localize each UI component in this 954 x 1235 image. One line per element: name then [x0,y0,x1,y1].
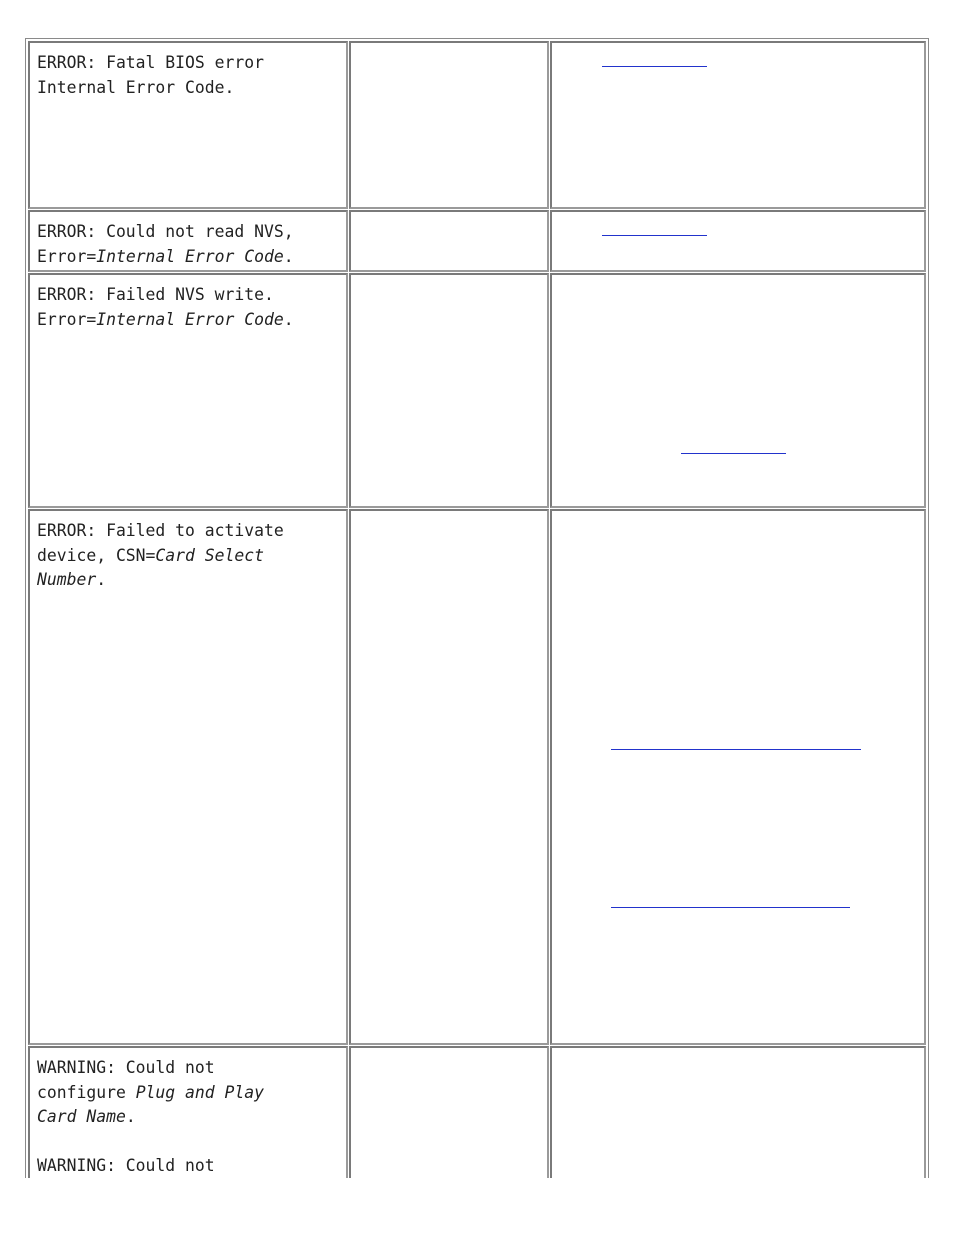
row1-message-cell [28,41,348,209]
row5-message-prefix: configure [37,1082,136,1102]
row1-action-link[interactable] [602,66,707,67]
row3-message-line1: ERROR: Failed NVS write. [37,285,274,304]
row5-message [37,1056,337,1179]
row1-message [37,51,337,100]
row2-action-link[interactable] [602,235,707,236]
row3-message-cell [28,273,348,508]
row3-message-prefix: Error= [37,309,97,329]
row2-action-cell [550,210,926,272]
row4-cause-cell [349,509,549,1045]
row4-message-line1: ERROR: Failed to activate [37,521,284,540]
row1-cause-cell [349,41,549,209]
row4-message-suffix: . [96,570,107,590]
row3-message-italic: Internal Error Code [96,309,284,329]
row4-action-link-1[interactable] [611,749,861,750]
row3-action-cell [550,273,926,508]
row4-action-cell [550,509,926,1045]
row4-message-prefix: device, CSN= [37,545,156,565]
row2-message-prefix: Error= [37,246,97,266]
row5-message-line4: WARNING: Could not [37,1156,215,1176]
row1-action-cell [550,41,926,209]
row2-message-italic: Internal Error Code [96,246,284,266]
row2-message [37,220,337,269]
row3-action-link[interactable] [681,453,786,454]
row1-message-line1: ERROR: Fatal BIOS error [37,53,264,72]
page-bottom-margin [0,1178,954,1235]
row4-message-italic: Card Select [155,545,264,565]
row5-message-italic: Plug and Play [135,1082,264,1102]
row4-message [37,519,337,593]
row4-message-cell [28,509,348,1045]
row3-message [37,283,337,332]
row5-message-line1: WARNING: Could not [37,1058,215,1077]
row4-action-link-2[interactable] [611,907,850,908]
row3-message-suffix: . [283,309,294,329]
row5-message-italic2: Card Name [37,1107,126,1127]
row2-message-suffix: . [283,246,294,266]
row4-message-italic2: Number [37,570,97,590]
row2-message-line1: ERROR: Could not read NVS, [37,222,294,241]
row3-cause-cell [349,273,549,508]
row2-message-cell [28,210,348,272]
row5-message-suffix: . [125,1107,136,1127]
row2-cause-cell [349,210,549,272]
row1-message-line2: Internal Error Code. [37,77,235,97]
